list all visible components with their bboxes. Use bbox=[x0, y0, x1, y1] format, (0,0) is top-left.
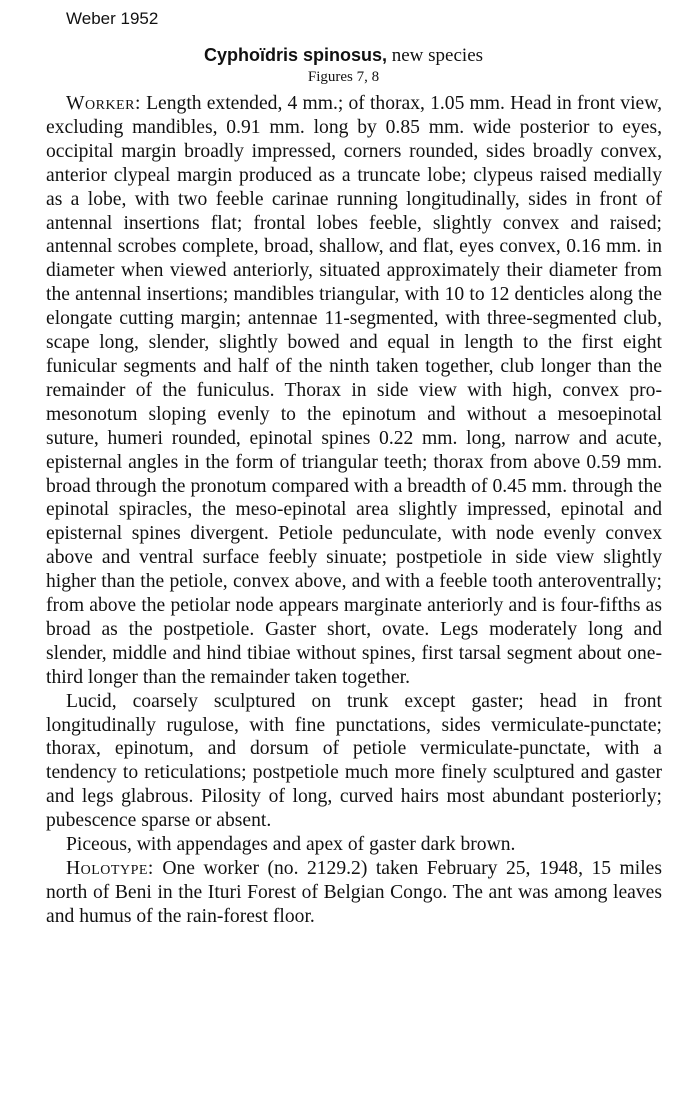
species-title-line bbox=[0, 44, 687, 67]
description-body bbox=[46, 92, 662, 929]
figure-reference: Figures 7, 8 bbox=[307, 69, 380, 85]
holotype-paragraph bbox=[46, 857, 662, 929]
worker-heading: Worker: bbox=[66, 93, 141, 114]
worker-description-paragraph bbox=[46, 92, 662, 690]
species-status: new species bbox=[391, 45, 484, 66]
species-heading bbox=[0, 44, 687, 87]
holotype-text: One worker (no. 2129.2) taken February 25, 1948, 15 miles north of Beni in the Ituri Forest of Belgian Congo. The ant was among leaves and humus of the rain-forest floor. bbox=[46, 858, 662, 927]
holotype-heading: Holotype: bbox=[66, 858, 154, 879]
species-name: Cyphoïdris spinosus, bbox=[203, 45, 387, 65]
source-note: Weber 1952 bbox=[66, 9, 159, 28]
color-text: Piceous, with appendages and apex of gaster dark brown. bbox=[66, 834, 516, 856]
color-paragraph bbox=[46, 833, 662, 857]
worker-description-text: Length extended, 4 mm.; of thorax, 1.05 mm. Head in front view, excluding mandibles, 0.91 mm. long by 0.85 mm. wide posterior to eyes, occipital margin broadly impressed, corners rounded, sides broadly convex, anterior clypeal margin produced as a truncate lobe; clypeus raised medially as a lobe, with two feeble carinae running longitudinally, sides in front of antennal insertions flat; frontal lobes feeble, slightly convex and raised; antennal scrobes complete, broad, shallow, and flat, eyes convex, 0.16 mm. in diameter when viewed anteriorly, situated approximately their diameter from the antennal insertions; mandibles triangular, with 10 to 12 denticles along the elongate cutting margin; antennae 11-segmented, with three-segmented club, scape long, slender, slightly bowed and equal in length to the first eight funicular segments and half of the ninth taken together, club longer than the remainder of the funiculus. Thorax in side view with high, convex promesonotum sloping evenly to the epinotum and without a mesoepinotal suture, humeri rounded, epinotal spines 0.22 mm. long, narrow and acute, episternal angles in the form of triangular teeth; thorax from above 0.59 mm. broad through the pronotum compared with a breadth of 0.45 mm. through the epinotal spiracles, the meso-epinotal area slightly impressed, epinotal and episternal spines divergent. Petiole pedunculate, with node evenly convex above and ventral surface feebly sinuate; postpetiole in side view slightly higher than the petiole, convex above, and with a feeble tooth anteroventrally; from above the petiolar node appears marginate anteriorly and is four-fifths as broad as the postpetiole. Gaster short, ovate. Legs moderately long and slender, middle and hind tibiae without spines, first tarsal segment about one-third longer than the remainder taken together. bbox=[46, 93, 662, 688]
sculpture-paragraph bbox=[46, 690, 662, 833]
sculpture-text: Lucid, coarsely sculptured on trunk except gaster; head in front longitudinally rugulose, with fine punctations, sides vermiculate-punctate; thorax, epinotum, and dorsum of petiole vermiculate-punctate, with a tendency to reticulations; postpetiole much more finely sculptured and gaster and legs glabrous. Pilosity of long, curved hairs most abundant posteriorly; pubescence sparse or absent. bbox=[46, 690, 662, 832]
